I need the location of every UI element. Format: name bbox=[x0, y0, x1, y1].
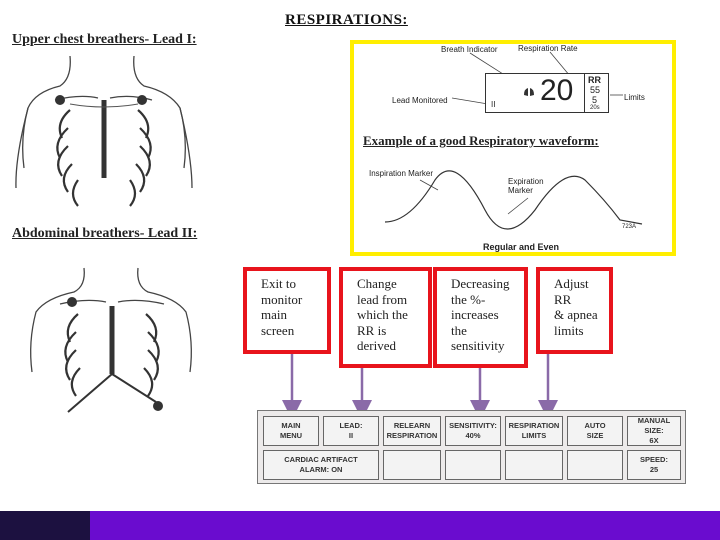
monitor-control-panel bbox=[257, 410, 686, 484]
example-heading: Example of a good Respiratory waveform: bbox=[363, 133, 599, 148]
blank-button-1[interactable] bbox=[383, 450, 441, 480]
callout-exit-main bbox=[243, 267, 331, 354]
upper-limit-value: 55 bbox=[590, 85, 601, 95]
limits-label: Limits bbox=[624, 93, 645, 102]
footer-dark-block bbox=[0, 511, 90, 540]
lungs-icon bbox=[523, 84, 535, 98]
blank-button-2[interactable] bbox=[445, 450, 501, 480]
monitor-display bbox=[485, 73, 609, 113]
rate-value: 20 bbox=[540, 74, 574, 107]
callout-sensitivity-text: Decreasing the %- increases the sensitivity bbox=[451, 276, 510, 353]
blank-button-3[interactable] bbox=[505, 450, 563, 480]
expiration-marker-label: Expiration Marker bbox=[508, 177, 544, 195]
callout-exit-main-text: Exit to monitor main screen bbox=[261, 276, 303, 338]
upper-torso-illustration bbox=[10, 48, 210, 226]
callout-change-lead-text: Change lead from which the RR is derived bbox=[357, 276, 408, 353]
auto-size-button[interactable]: AUTO SIZE bbox=[567, 416, 623, 446]
sensitivity-button[interactable]: SENSITIVITY: 40% bbox=[445, 416, 501, 446]
page-title: RESPIRATIONS: bbox=[285, 12, 408, 28]
blank-button-4[interactable] bbox=[567, 450, 623, 480]
rr-label: RR bbox=[588, 75, 601, 85]
lead-monitored-label: Lead Monitored bbox=[392, 96, 448, 105]
manual-size-button[interactable]: MANUAL SIZE: 6X bbox=[627, 416, 681, 446]
callout-adjust-limits-text: Adjust RR & apnea limits bbox=[554, 276, 598, 338]
lead-value: II bbox=[491, 100, 496, 109]
footer-band bbox=[0, 511, 720, 540]
main-menu-button[interactable]: MAIN MENU bbox=[263, 416, 319, 446]
respiratory-waveform bbox=[380, 170, 650, 230]
waveform-caption: Regular and Even bbox=[483, 242, 560, 252]
relearn-respiration-button[interactable]: RELEARN RESPIRATION bbox=[383, 416, 441, 446]
callout-adjust-limits bbox=[536, 267, 613, 354]
inspiration-marker-label: Inspiration Marker bbox=[369, 169, 434, 178]
upper-chest-heading: Upper chest breathers- Lead I: bbox=[12, 32, 197, 47]
abdominal-torso-illustration bbox=[18, 262, 218, 442]
lower-limit-value: 5 bbox=[592, 95, 598, 105]
respiration-limits-button[interactable]: RESPIRATION LIMITS bbox=[505, 416, 563, 446]
lead-button[interactable]: LEAD: II bbox=[323, 416, 379, 446]
abdominal-heading: Abdominal breathers- Lead II: bbox=[12, 226, 198, 241]
apnea-value: 20s bbox=[590, 105, 600, 111]
waveform-code: 723A bbox=[622, 224, 637, 230]
breath-indicator-label: Breath Indicator bbox=[441, 45, 498, 54]
speed-button[interactable]: SPEED: 25 bbox=[627, 450, 681, 480]
cardiac-artifact-alarm-button[interactable]: CARDIAC ARTIFACT ALARM: ON bbox=[263, 450, 379, 480]
respiration-rate-label: Respiration Rate bbox=[518, 44, 578, 53]
